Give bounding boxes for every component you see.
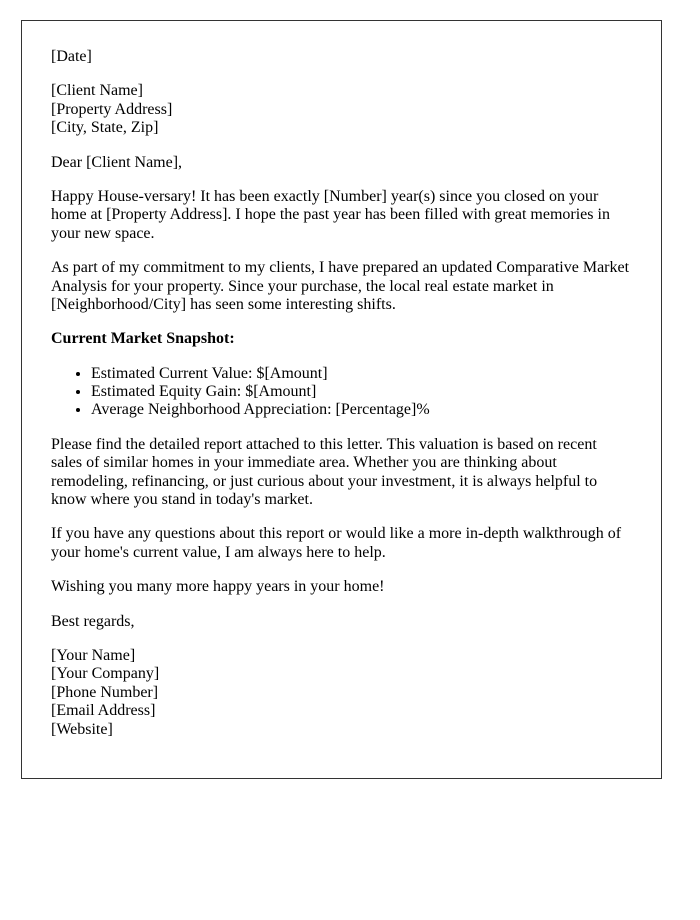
recipient-city-state-zip: [City, State, Zip] bbox=[51, 119, 159, 137]
list-item-current-value: • Estimated Current Value: $[Amount] bbox=[91, 365, 631, 383]
recipient-block bbox=[51, 82, 631, 137]
date-line: [Date] bbox=[51, 48, 92, 65]
signature-block bbox=[51, 647, 631, 739]
signature-company: [Your Company] bbox=[51, 665, 160, 683]
closing-line: Best regards, bbox=[51, 612, 135, 630]
salutation: Dear [Client Name], bbox=[51, 153, 183, 171]
list-item-equity-gain: • Estimated Equity Gain: $[Amount] bbox=[91, 383, 631, 401]
list-item-neighborhood-appreciation: • Average Neighborhood Appreciation: [Percentage]% bbox=[91, 401, 631, 419]
paragraph-report: Please find the detailed report attached to this letter. This valuation is based on recent sales of similar homes in your immediate area. Whether you are thinking about remodeling, refinancing, or just curious about your investment, it is always helpful to know where you stand in today's market. bbox=[51, 435, 598, 509]
paragraph-cma: As part of my commitment to my clients, I have prepared an updated Comparative Market Analysis for your property. Since your purchase, the local real estate market in [Neighborhood/City] has seen some interesting shifts. bbox=[51, 259, 630, 313]
recipient-name: [Client Name] bbox=[51, 82, 143, 100]
letter-document bbox=[21, 20, 662, 779]
snapshot-heading: Current Market Snapshot: bbox=[51, 330, 235, 348]
paragraph-wishes: Wishing you many more happy years in your home! bbox=[51, 578, 385, 596]
snapshot-list bbox=[51, 365, 631, 420]
signature-email: [Email Address] bbox=[51, 702, 156, 720]
signature-website: [Website] bbox=[51, 720, 113, 738]
paragraph-questions: If you have any questions about this report or would like a more in-depth walkthrough of your home's current value, I am always here to help. bbox=[51, 525, 622, 561]
paragraph-intro: Happy House-versary! It has been exactly [Number] year(s) since you closed on your home at [Property Address]. I hope the past year has been filled with great memories in your new space. bbox=[51, 187, 610, 242]
signature-name: [Your Name] bbox=[51, 646, 136, 664]
signature-phone: [Phone Number] bbox=[51, 683, 159, 701]
recipient-property-address: [Property Address] bbox=[51, 100, 173, 118]
